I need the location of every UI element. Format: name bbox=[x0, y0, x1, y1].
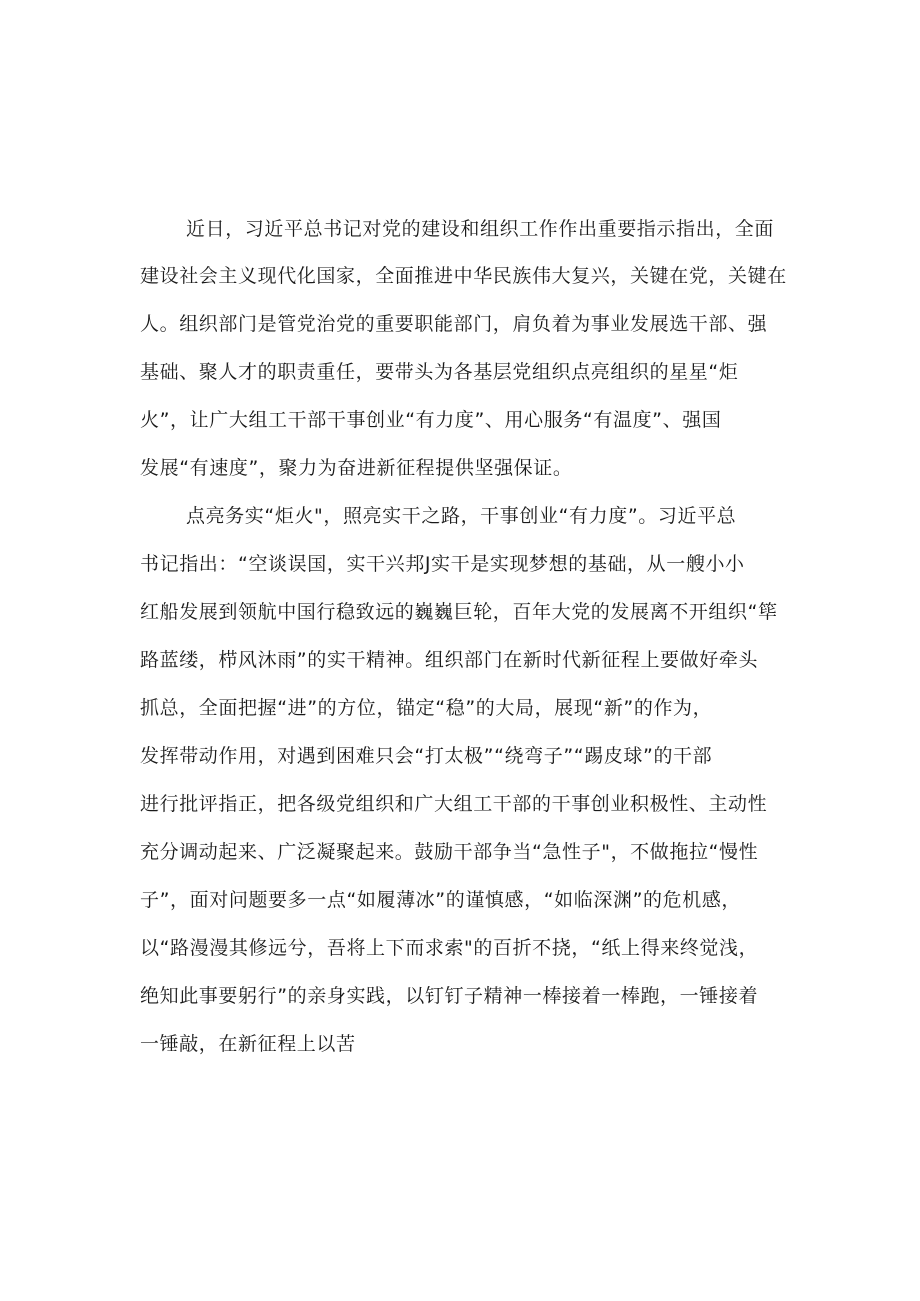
paragraph-2-line-2: 书记指出：“空谈误国，实干兴邦J实干是实现梦想的基础，从一艘小小 bbox=[140, 553, 745, 575]
paragraph-2-line-6: 发挥带动作用，对遇到困难只会“打太极”“绕弯子”“踢皮球”的干部 bbox=[140, 745, 713, 767]
paragraph-2-line-9: 子”，面对问题要多一点“如履薄冰”的谨慎感，“如临深渊”的危机感， bbox=[140, 889, 742, 911]
paragraph-2-line-8: 充分调动起来、广泛凝聚起来。鼓励干部争当“急性子"，不做拖拉“慢性 bbox=[140, 841, 759, 863]
paragraph-2-line-4: 路蓝缕，栉风沐雨”的实干精神。组织部门在新时代新征程上要做好牵头 bbox=[140, 649, 759, 671]
paragraph-1-line-5: 火”，让广大组工干部干事创业“有力度”、用心服务“有温度”、强国 bbox=[140, 409, 722, 431]
paragraph-1-line-2: 建设社会主义现代化国家，全面推进中华民族伟大复兴，关键在党，关键在 bbox=[140, 265, 787, 287]
paragraph-1-line-4: 基础、聚人才的职责重任，要带头为各基层党组织点亮组织的星星“炬 bbox=[140, 361, 739, 383]
paragraph-2-line-12: 一锤敲，在新征程上以苦 bbox=[140, 1033, 356, 1055]
paragraph-1-line-1: 近日，习近平总书记对党的建设和组织工作作出重要指示指出，全面 bbox=[186, 218, 775, 240]
paragraph-1-line-6: 发展“有速度”，聚力为奋进新征程提供坚强保证。 bbox=[140, 457, 573, 479]
paragraph-2-line-3: 红船发展到领航中国行稳致远的巍巍巨轮，百年大党的发展离不开组织“筚 bbox=[140, 601, 778, 623]
paragraph-2-line-7: 进行批评指正，把各级党组织和广大组工干部的干事创业积极性、主动性 bbox=[140, 793, 768, 815]
paragraph-2-line-11: 绝知此事要躬行”的亲身实践，以钉钉子精神一棒接着一棒跑，一锤接着 bbox=[140, 985, 759, 1007]
paragraph-1-line-3: 人。组织部门是管党治党的重要职能部门，肩负着为事业发展选干部、强 bbox=[140, 313, 768, 335]
paragraph-2-line-1: 点亮务实“炬火"，照亮实干之路，干事创业“有力度”。习近平总 bbox=[186, 505, 737, 527]
paragraph-2-line-5: 抓总，全面把握“进”的方位，锚定“稳”的大局，展现“新”的作为， bbox=[140, 697, 713, 719]
paragraph-2-line-10: 以“路漫漫其修远兮，吾将上下而求索"的百折不挠，“纸上得来终觉浅， bbox=[140, 937, 759, 959]
